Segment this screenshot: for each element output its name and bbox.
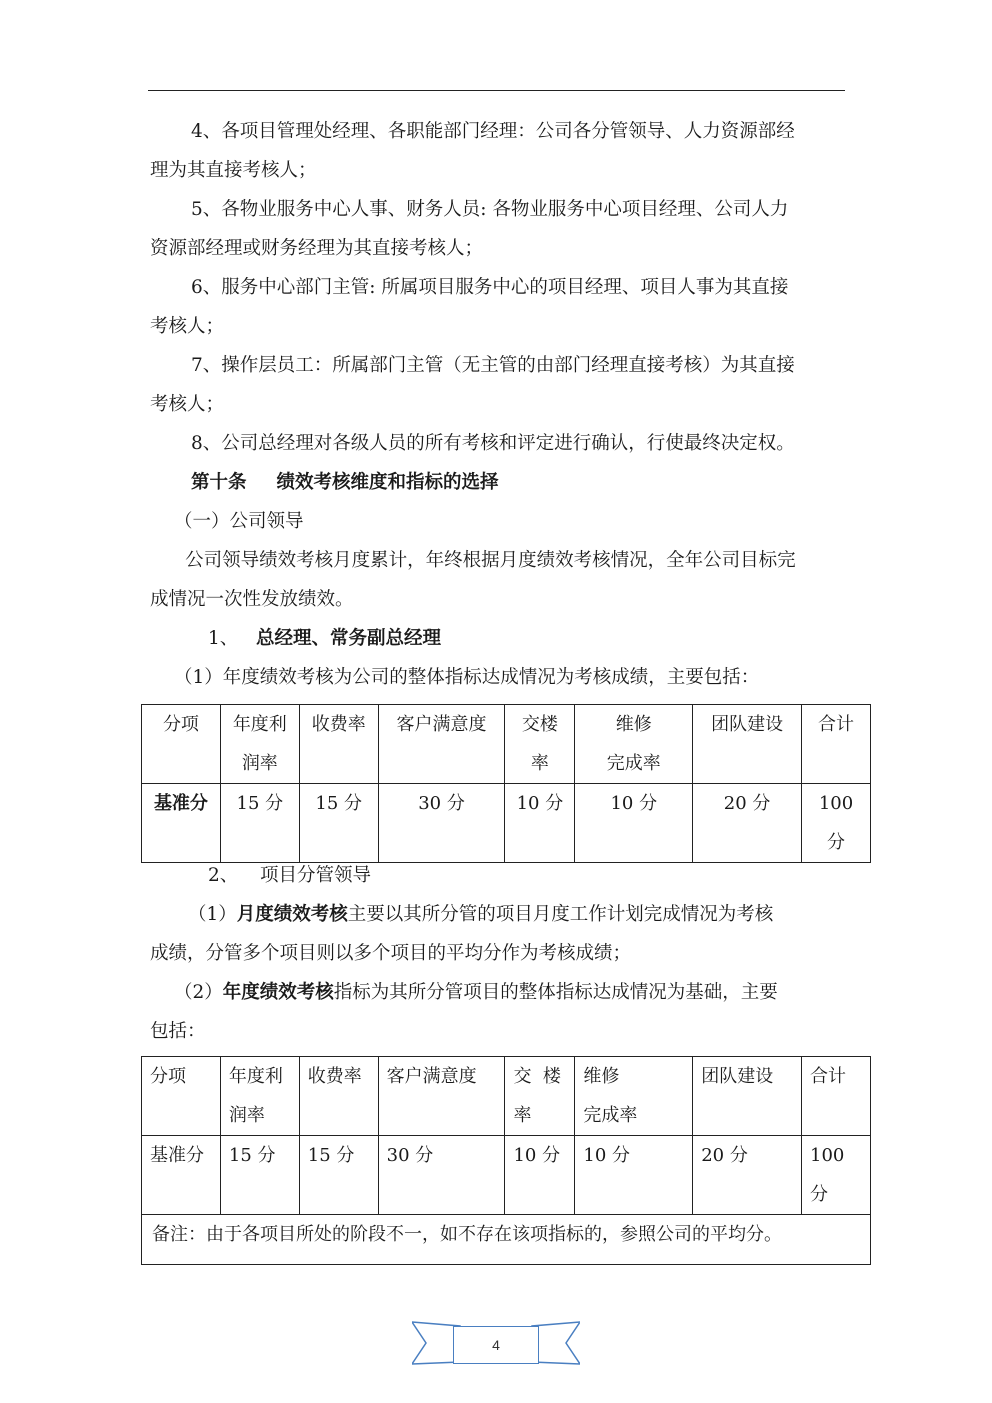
- value-cell: 15 分: [299, 784, 378, 863]
- document-body-2: [150, 856, 850, 1051]
- leaders-paragraph-cont: 成情况一次性发放绩效。: [150, 589, 354, 610]
- header-cell: 团队建设: [693, 705, 802, 784]
- subheading-project-leaders: [150, 856, 850, 895]
- value-cell: 10 分: [505, 784, 575, 863]
- header-cell: 客户满意度: [378, 1057, 505, 1136]
- header-cell: 维修 完成率: [575, 705, 693, 784]
- project-annual-item: （2）年度绩效考核指标为其所分管项目的整体指标达成情况为基础，主要: [174, 982, 778, 1003]
- subheading-gm-title: 总经理、常务副总经理: [256, 628, 442, 649]
- table-row: [142, 784, 871, 863]
- value-cell: 15 分: [299, 1136, 378, 1215]
- header-cell: 合计: [802, 1057, 871, 1136]
- paragraph-7: 7、操作层员工：所属部门主管（无主管的由部门经理直接考核）为其直接: [191, 355, 795, 376]
- paragraph-6-cont: 考核人；: [150, 316, 225, 337]
- row-label-cell: 基准分: [142, 1136, 221, 1215]
- header-cell: 团队建设: [693, 1057, 802, 1136]
- table-project-scores: [141, 1056, 871, 1265]
- row-label-cell: 基准分: [142, 784, 221, 863]
- subheading-gm-number: 1、: [208, 628, 239, 649]
- article-number: 第十条: [191, 472, 247, 493]
- header-cell: 分项: [142, 1057, 221, 1136]
- value-cell: 15 分: [220, 784, 299, 863]
- section-heading-leaders: （一）公司领导: [174, 511, 304, 532]
- header-cell: 分项: [142, 705, 221, 784]
- paragraph-6: 6、服务中心部门主管: 所属项目服务中心的项目经理、项目人事为其直接: [191, 277, 789, 298]
- header-rule: [148, 90, 845, 91]
- header-cell: 交 楼 率: [505, 1057, 575, 1136]
- header-cell: 维修 完成率: [575, 1057, 693, 1136]
- gm-annual-item: （1）年度绩效考核为公司的整体指标达成情况为考核成绩，主要包括：: [174, 667, 760, 688]
- subheading-project-leaders-number: 2、: [208, 865, 239, 886]
- document-body: [150, 112, 850, 697]
- paragraph-4: 4、各项目管理处经理、各职能部门经理：公司各分管领导、人力资源部经: [191, 121, 795, 142]
- header-cell: 交楼 率: [505, 705, 575, 784]
- table-gm-scores: [141, 704, 871, 863]
- table-header-row: [142, 705, 871, 784]
- project-monthly-item-cont: 成绩，分管多个项目则以多个项目的平均分作为考核成绩；: [150, 943, 632, 964]
- table-note: 备注：由于各项目所处的阶段不一，如不存在该项指标的，参照公司的平均分。: [142, 1215, 871, 1265]
- header-cell: 收费率: [299, 705, 378, 784]
- value-cell: 15 分: [220, 1136, 299, 1215]
- header-cell: 年度利 润率: [220, 1057, 299, 1136]
- subheading-gm: [150, 619, 850, 658]
- paragraph-8: 8、公司总经理对各级人员的所有考核和评定进行确认，行使最终决定权。: [191, 433, 795, 454]
- value-cell: 10 分: [505, 1136, 575, 1215]
- subheading-project-leaders-title: 项目分管领导: [260, 865, 372, 886]
- article-title: 绩效考核维度和指标的选择: [276, 472, 499, 493]
- table-note-row: [142, 1215, 871, 1265]
- paragraph-4-cont: 理为其直接考核人；: [150, 160, 317, 181]
- value-cell: 30 分: [378, 1136, 505, 1215]
- value-cell: 30 分: [378, 784, 505, 863]
- header-cell: 合计: [802, 705, 871, 784]
- page-number-ribbon: [412, 1318, 580, 1368]
- paragraph-5-cont: 资源部经理或财务经理为其直接考核人；: [150, 238, 484, 259]
- page-number: 4: [453, 1326, 539, 1364]
- paragraph-5: 5、各物业服务中心人事、财务人员: 各物业服务中心项目经理、公司人力: [191, 199, 789, 220]
- value-cell: 20 分: [693, 784, 802, 863]
- table-header-row: [142, 1057, 871, 1136]
- project-annual-item-cont: 包括：: [150, 1021, 206, 1042]
- value-cell: 10 分: [575, 1136, 693, 1215]
- value-cell: 10 分: [575, 784, 693, 863]
- header-cell: 收费率: [299, 1057, 378, 1136]
- project-monthly-item: （1）月度绩效考核主要以其所分管的项目月度工作计划完成情况为考核: [188, 904, 774, 925]
- header-cell: 年度利 润率: [220, 705, 299, 784]
- table-row: [142, 1136, 871, 1215]
- article-heading: [150, 463, 850, 502]
- total-cell: 100 分: [802, 784, 871, 863]
- total-cell: 100 分: [802, 1136, 871, 1215]
- header-cell: 客户满意度: [378, 705, 505, 784]
- paragraph-7-cont: 考核人；: [150, 394, 225, 415]
- leaders-paragraph: 公司领导绩效考核月度累计，年终根据月度绩效考核情况，全年公司目标完: [185, 550, 796, 571]
- value-cell: 20 分: [693, 1136, 802, 1215]
